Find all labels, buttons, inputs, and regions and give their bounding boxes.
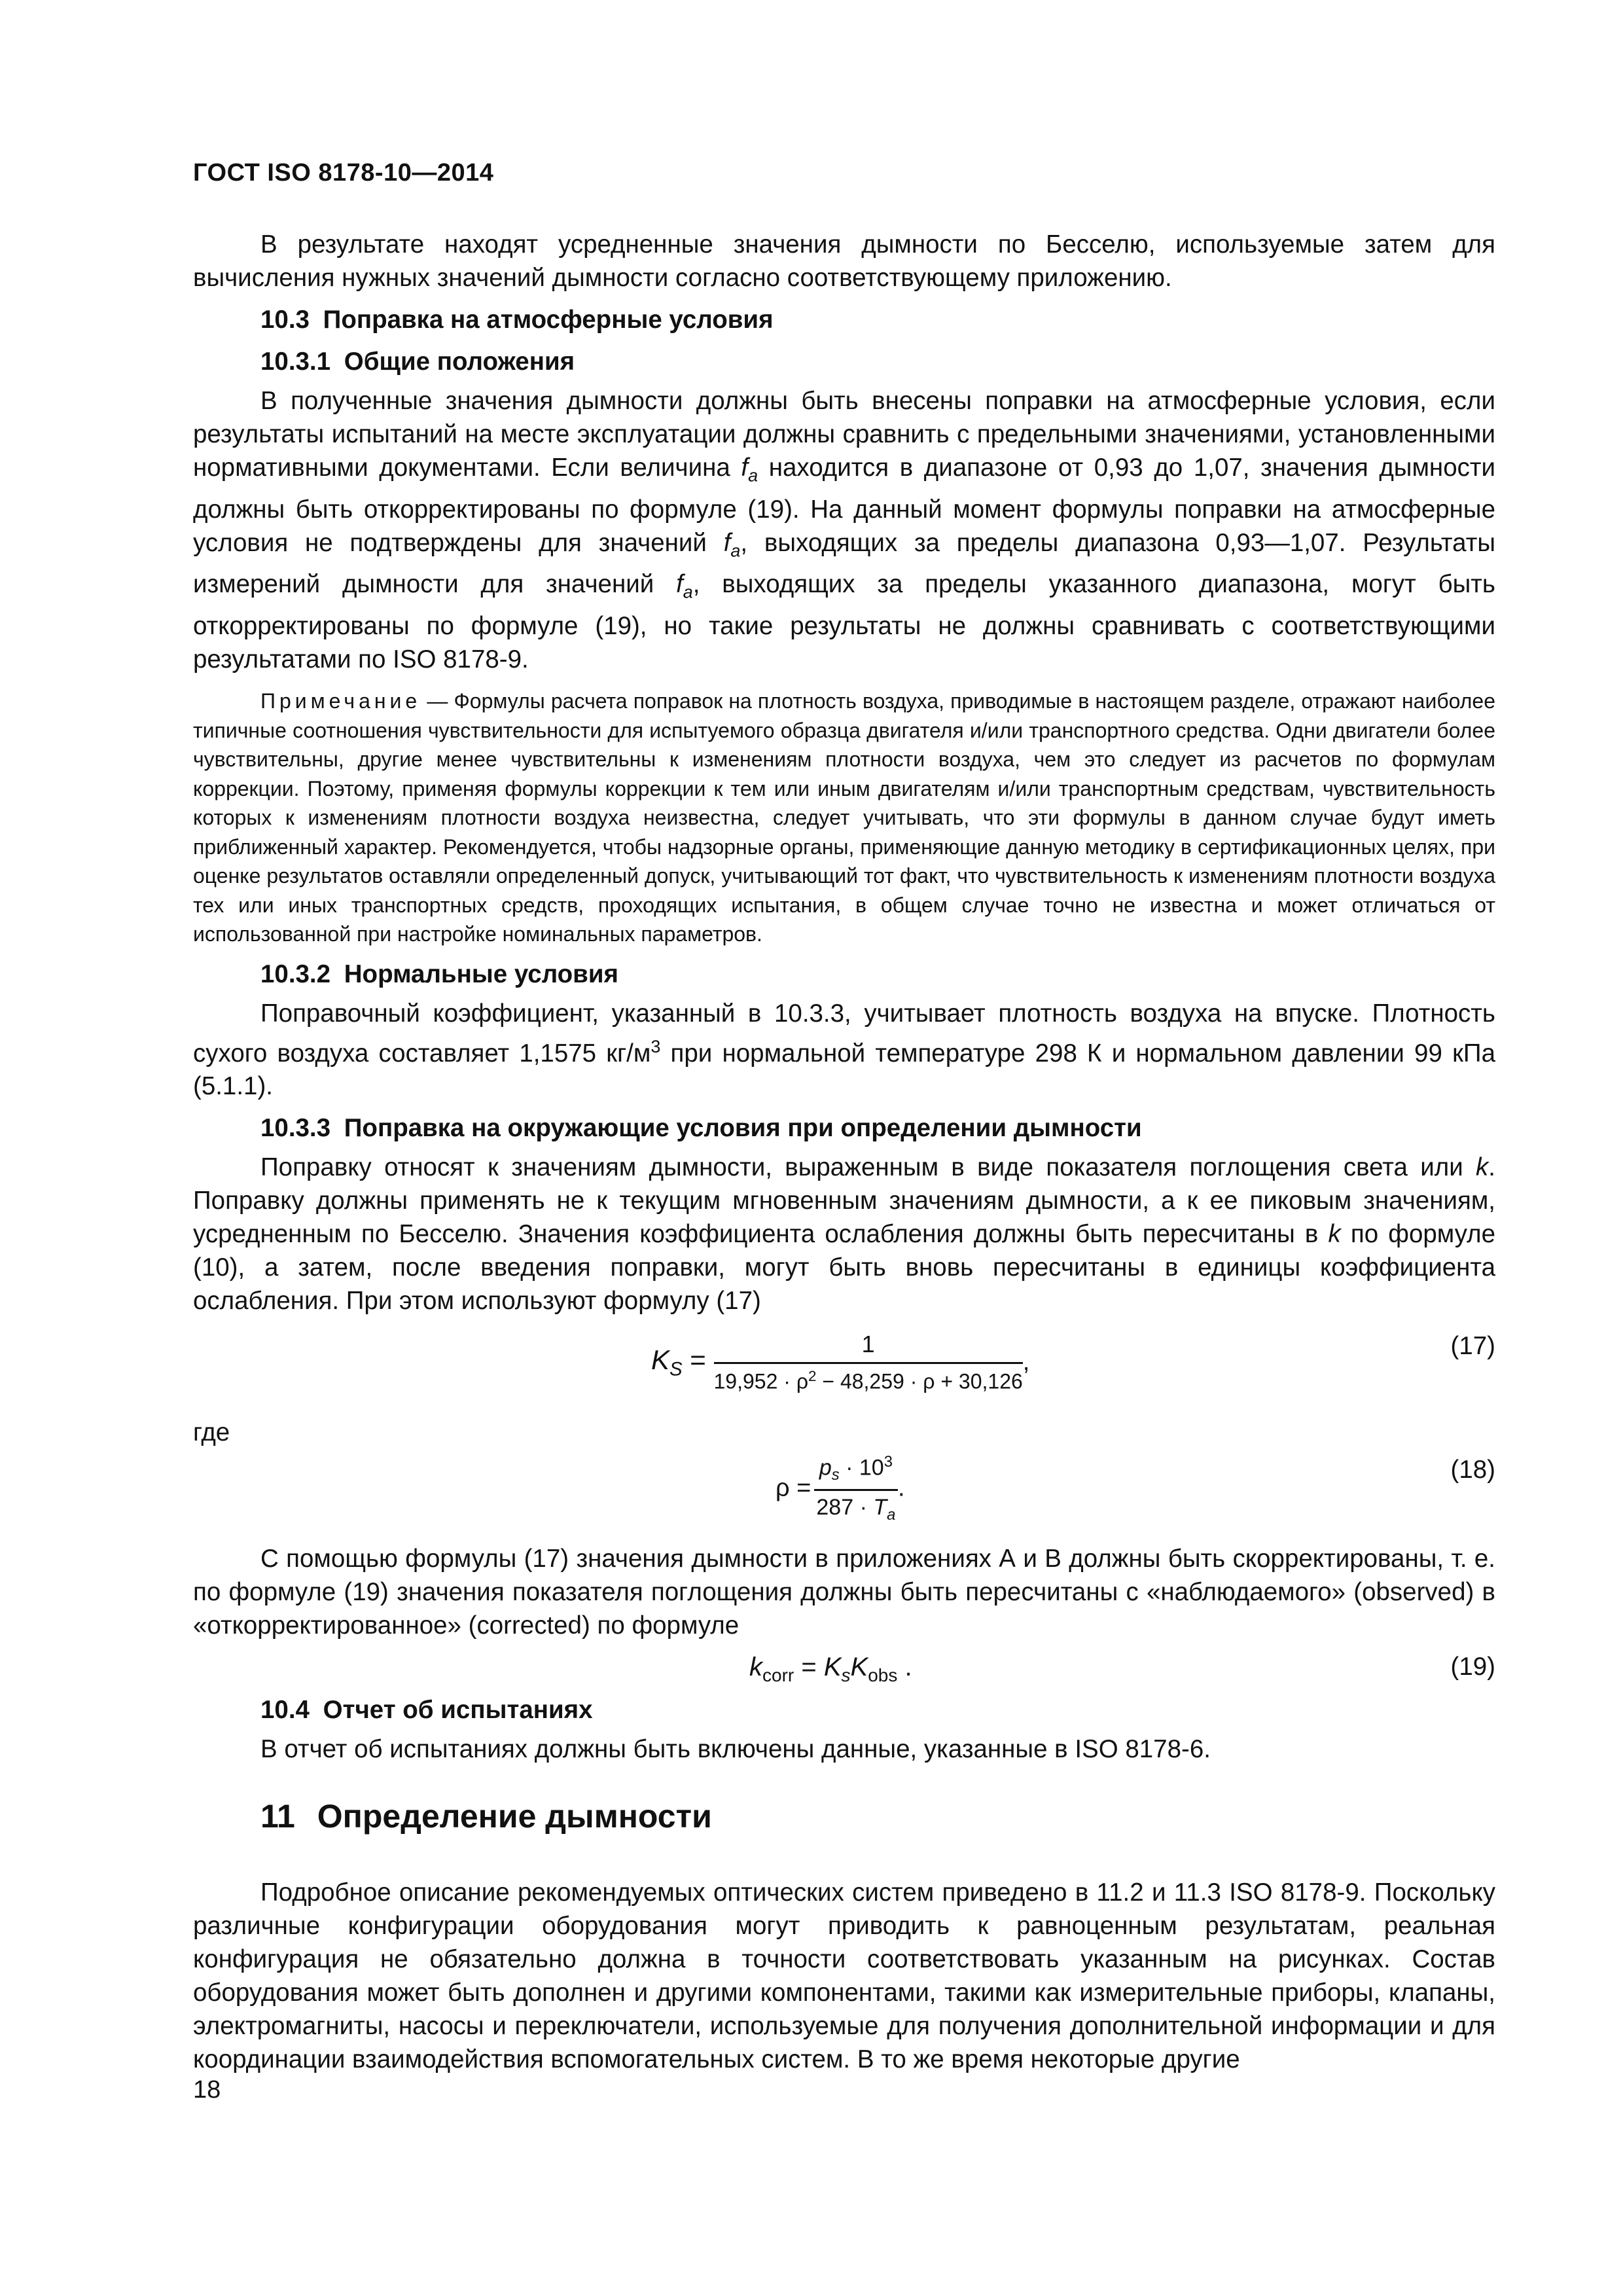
section-number: 10.3.1 [260,348,331,376]
fraction: $\frac{p_s \cdot 10^3}{287 \cdot T_a}$ [814,1453,898,1524]
section-title: Отчет об испытаниях [323,1696,593,1725]
fraction: $\frac{1}{19,952 \cdot \rho^2 - 48,259 \cdot \rho + 30,126}$ [713,1331,1023,1394]
section-11-heading [260,1797,1495,1835]
section-10-3-3-heading [260,1111,1495,1145]
section-title: Поправка на окружающие условия при определении дымности [344,1114,1142,1143]
section-title: Поправка на атмосферные условия [323,306,774,334]
note-text: — Формулы расчета поправок на плотность воздуха, приводимые в настоящем разделе, отражают наиболее типичные соотношения чувствительности для испытуемого образца двигателя и/или транспортного средства. Одни двигатели более чувствительны, другие менее чувствительны к изменениям плотности воздуха, чем это следует из расчетов по формулам коррекции. Поэтому, применяя формулы коррекции к тем или иным двигателям и/или транспортным средствам, чувствительность которых к изменениям плотности воздуха неизвестна, следует учитывать, что эти формулы в данном случае будут иметь приближенный характер. Рекомендуется, чтобы надзорные органы, применяющие данную методику в сертификационных целях, при оценке результатов оставляли определенный допуск, учитывающий тот факт, что чувствительность к изменениям плотности воздуха тех или иных транспортных средств, проходящих испытания, в общем случае точно не известна и может отличаться от использованной при настройке номинальных параметров. [193,689,1495,946]
section-10-3-2-paragraph: Поправочный коэффициент, указанный в 10.3.3, учитывает плотность воздуха на впуске. Плотность сухого воздуха составляет 1,1575 $кг/м^3$ при нормальной температуре 298 К и нормальном давлении 99 кПа (5.1.1). [193,999,1495,1101]
document-header: ГОСТ ISO 8178-10—2014 [193,159,494,187]
formula-19: $k_{corr} = K_sK_{obs}$ . (19) [749,1653,1495,1686]
section-number: 11 [260,1798,295,1835]
section-10-3-3-paragraph: Поправку относят к значениям дымности, выраженным в виде показателя поглощения света или k. Поправку должны применять не к текущим мгновенным значениям дымности, а к ее пиковым значениям, усредненным по Бесселю. Значения коэффициента ослабления должны быть пересчитаны в k по формуле (10), а затем, после введения поправки, могут быть вновь пересчитаны в единицы коэффициента ослабления. При этом используют формулу (17) [193,1153,1495,1316]
formula-18: ρ = $\frac{p_s \cdot 10^3}{287 \cdot T_a}$ . (18) [776,1453,1495,1524]
equation-number: (18) [1450,1456,1495,1484]
document-body [193,228,1495,2076]
where-label: где [193,1418,230,1447]
equation-number: (19) [1450,1653,1495,1681]
section-number: 10.3.3 [260,1114,331,1143]
section-title: Определение дымности [317,1798,712,1835]
note-paragraph [193,687,1495,949]
section-title: Общие положения [344,348,575,376]
section-number: 10.3.2 [260,960,331,988]
section-11-paragraph: Подробное описание рекомендуемых оптических систем приведено в 11.2 и 11.3 ISO 8178-9. Поскольку различные конфигурации оборудования могут приводить к равноценным результатам, реальная конфигурация не обязательно должна в точности соответствовать указанным на рисунках. Состав оборудования может быть дополнен и другими компонентами, такими как измерительные приборы, клапаны, электромагниты, насосы и переключатели, используемые для получения дополнительной информации и для координации взаимодействия вспомогательных систем. В то же время некоторые другие [193,1878,1495,2074]
section-10-3-1-paragraph: В полученные значения дымности должны быть внесены поправки на атмосферные условия, если результаты испытаний на месте эксплуатации должны сравнить с предельными значениями, установленными нормативными документами. Если величина $f_a$ находится в диапазоне от 0,93 до 1,07, значения дымности должны быть откорректированы по формуле (19). На данный момент формулы поправки на атмосферные условия не подтверждены для значений $f_a$, выходящих за пределы диапазона 0,93—1,07. Результаты измерений дымности для значений $f_a$, выходящих за пределы указанного диапазона, могут быть откорректированы по формуле (19), но такие результаты не должны сравнивать с соответствующими результатами по ISO 8178-9. [193,387,1496,674]
section-number: 10.3 [260,306,310,334]
paragraph-after-formula-18: С помощью формулы (17) значения дымности в приложениях А и В должны быть скорректированы, т. е. по формуле (19) значения показателя поглощения должны быть пересчитаны с «наблюдаемого» (observed) в «откорректированное» (corrected) по формуле [193,1545,1495,1640]
formula-17: $K_S$ = $\frac{1}{19,952 \cdot \rho^2 - 48,259 \cdot \rho + 30,126}$ , (17) [651,1331,1495,1394]
equation-number: (17) [1450,1332,1495,1361]
section-number: 10.4 [260,1696,310,1725]
section-10-3-heading [260,303,1495,336]
section-10-4-heading [260,1693,1495,1727]
section-10-4-paragraph: В отчет об испытаниях должны быть включены данные, указанные в ISO 8178-6. [260,1735,1211,1764]
section-title: Нормальные условия [344,960,618,988]
intro-paragraph: В результате находят усредненные значения дымности по Бесселю, используемые затем для вычисления нужных значений дымности согласно соответствующему приложению. [193,230,1495,292]
page-number: 18 [193,2076,221,2104]
note-label: Примечание [260,689,421,713]
section-10-3-2-heading [260,958,1495,991]
section-10-3-1-heading [260,345,1495,378]
